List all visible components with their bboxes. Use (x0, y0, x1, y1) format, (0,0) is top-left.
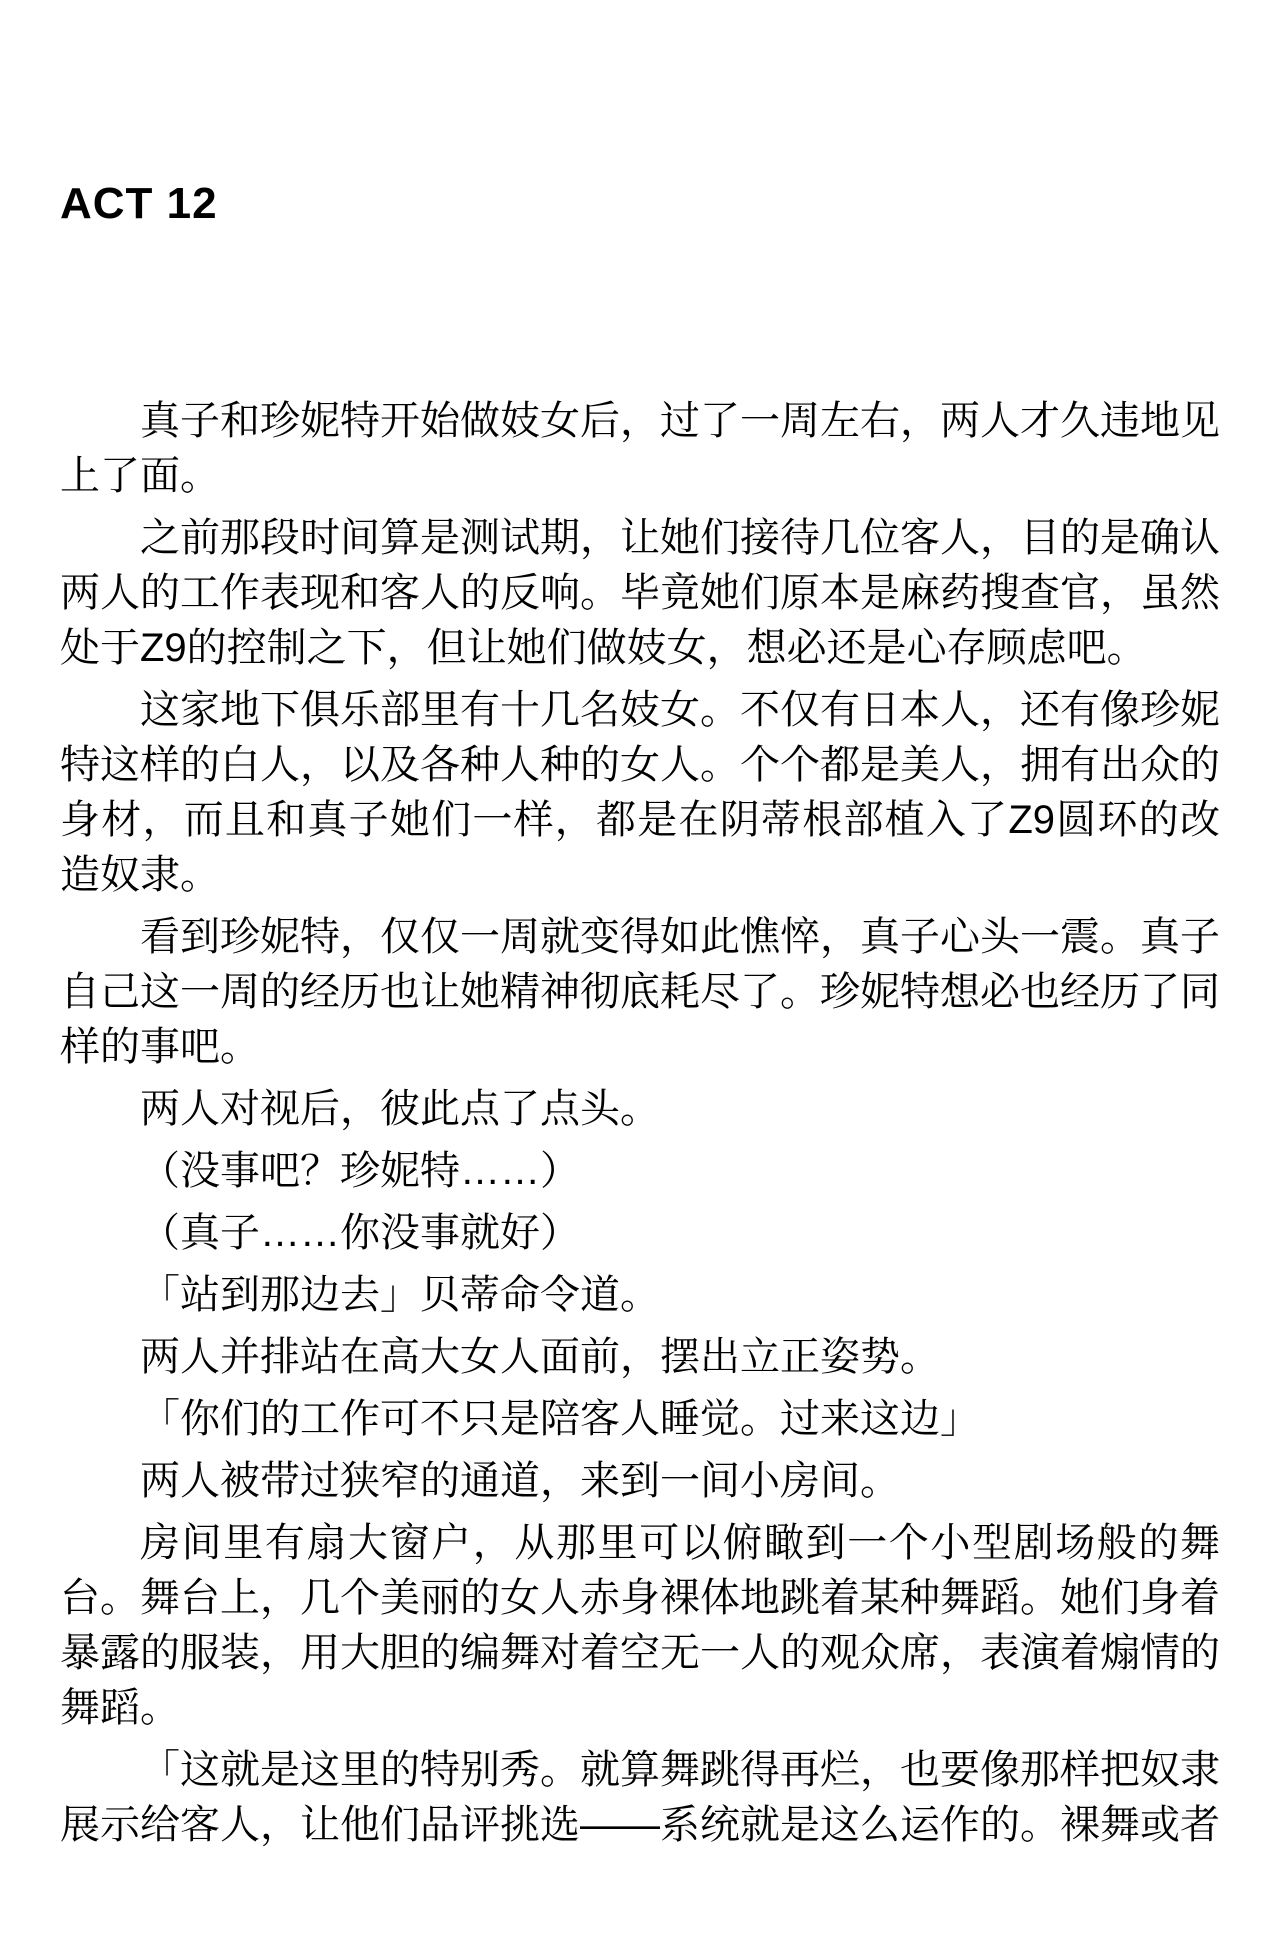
paragraph: 「你们的工作可不只是陪客人睡觉。过来这边」 (140, 1397, 980, 1441)
paragraph: 两人并排站在高大女人面前，摆出立正姿势。 (140, 1335, 940, 1379)
paragraph: 两人被带过狭窄的通道，来到一间小房间。 (140, 1459, 900, 1503)
body-text (60, 394, 1220, 1853)
paragraph: 这家地下俱乐部里有十几名妓女。不仅有日本人，还有像珍妮特这样的白人，以及各种人种的女人。个个都是美人，拥有出众的身材，而且和真子她们一样，都是在阴蒂根部植入了Z9圆环的改造奴隶。 (60, 688, 1220, 897)
paragraph: 两人对视后，彼此点了点头。 (140, 1087, 660, 1131)
paragraph: 真子和珍妮特开始做妓女后，过了一周左右，两人才久违地见上了面。 (60, 399, 1220, 498)
chapter-heading: ACT 12 (60, 179, 218, 228)
paragraph: （真子……你没事就好） (140, 1211, 580, 1255)
paragraph: 「站到那边去」贝蒂命令道。 (140, 1273, 660, 1317)
paragraph: （没事吧？珍妮特……） (140, 1149, 580, 1193)
paragraph: 房间里有扇大窗户，从那里可以俯瞰到一个小型剧场般的舞台。舞台上，几个美丽的女人赤身裸体地跳着某种舞蹈。她们身着暴露的服装，用大胆的编舞对着空无一人的观众席，表演着煽情的舞蹈。 (60, 1521, 1220, 1730)
paragraph: 之前那段时间算是测试期，让她们接待几位客人，目的是确认两人的工作表现和客人的反响。毕竟她们原本是麻药搜查官，虽然处于Z9的控制之下，但让她们做妓女，想必还是心存顾虑吧。 (60, 516, 1220, 670)
paragraph: 「这就是这里的特别秀。就算舞跳得再烂，也要像那样把奴隶展示给客人，让他们品评挑选——系统就是这么运作的。裸舞或者 (60, 1748, 1220, 1847)
paragraph: 看到珍妮特，仅仅一周就变得如此憔悴，真子心头一震。真子自己这一周的经历也让她精神彻底耗尽了。珍妮特想必也经历了同样的事吧。 (60, 915, 1220, 1069)
